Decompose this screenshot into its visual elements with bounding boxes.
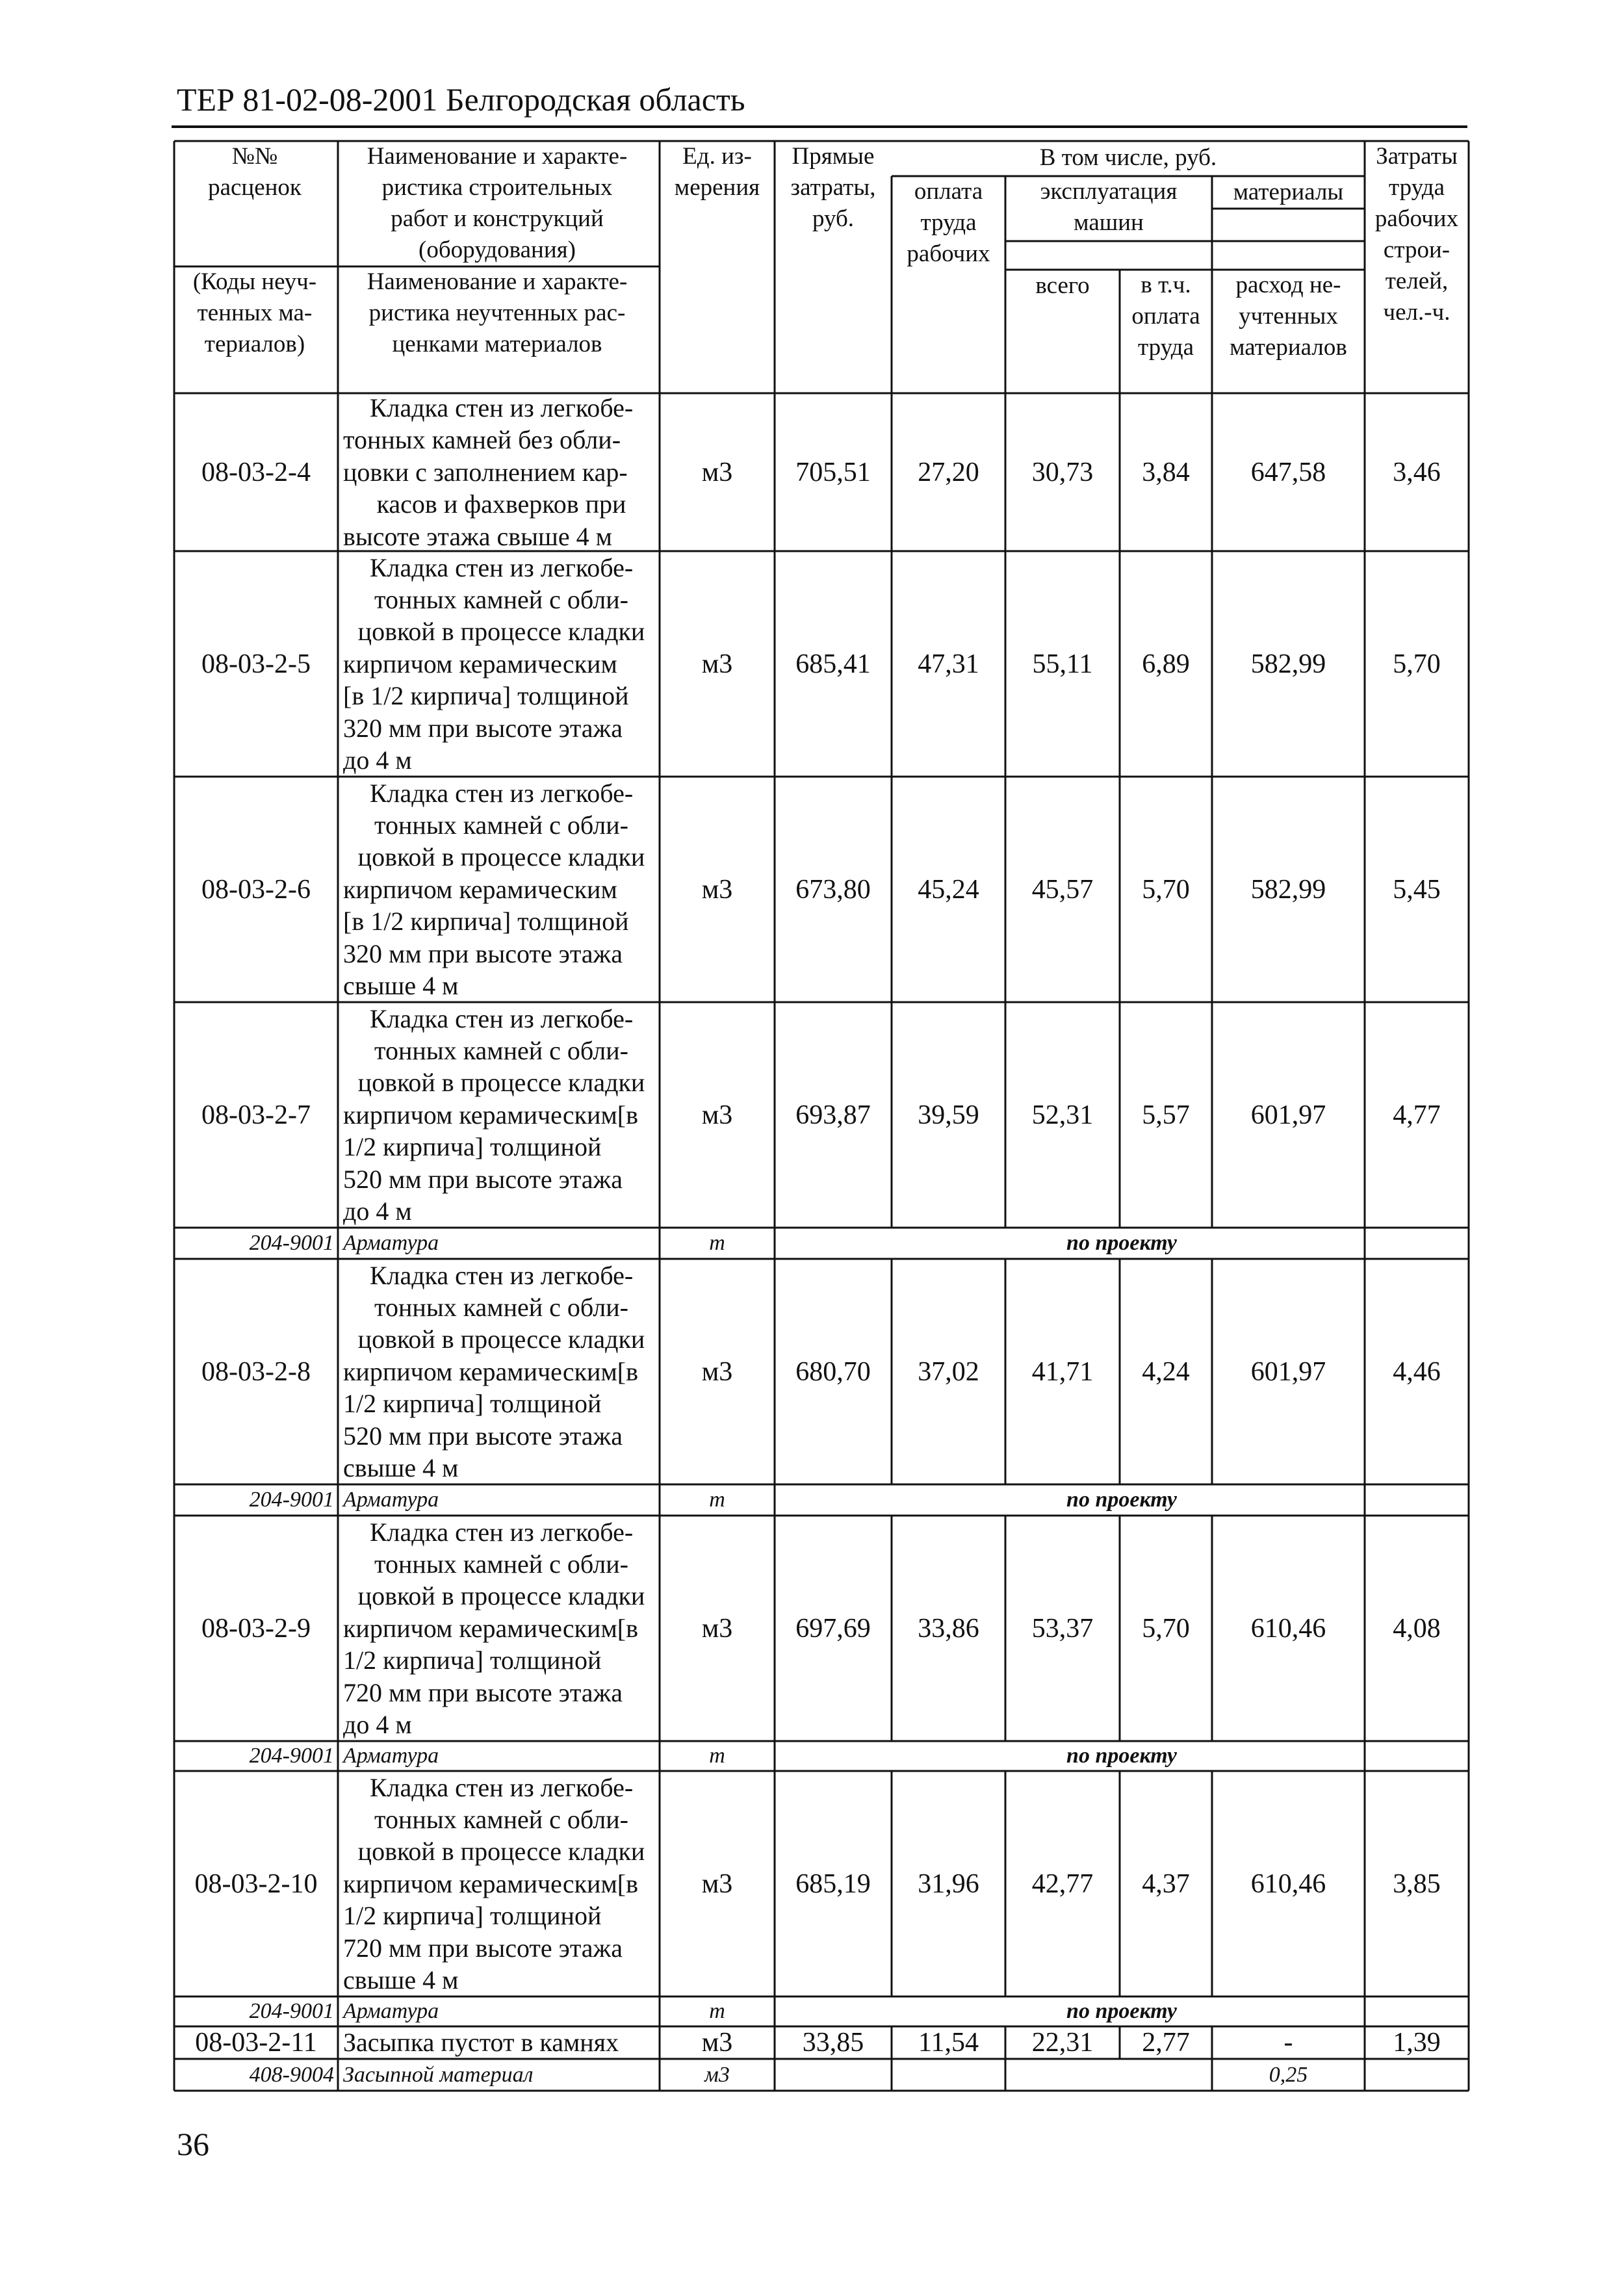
row-direct: 673,80	[795, 874, 871, 905]
material-code: 204-9001	[249, 1231, 334, 1255]
row-unit: м3	[701, 1100, 733, 1130]
row-machines-wage: 4,37	[1142, 1868, 1190, 1899]
row-wages: 37,02	[918, 1356, 979, 1387]
row-machines: 52,31	[1031, 1100, 1094, 1130]
material-code: 204-9001	[249, 1744, 334, 1768]
row-code: 08-03-2-10	[194, 1868, 318, 1899]
material-unit: т	[709, 1999, 725, 2023]
row-name: Кладка стен из легкобе- тонных камней с обли- цовкой в процессе кладки кирпичом керамическим [в 1/2 кирпича] толщиной 320 мм при высоте этажа свыше 4 м	[343, 778, 645, 1001]
row-materials: 582,99	[1250, 649, 1326, 679]
row-labor: 4,46	[1393, 1356, 1441, 1387]
material-name: Засыпной материал	[343, 2062, 534, 2087]
material-note: по проекту	[1066, 1488, 1177, 1512]
material-name: Арматура	[343, 1488, 439, 1512]
header-including: В том числе, руб.	[1039, 144, 1217, 171]
row-machines-wage: 5,57	[1142, 1100, 1190, 1130]
row-unit: м3	[701, 457, 733, 487]
material-qty: 0,25	[1269, 2062, 1308, 2087]
material-note: по проекту	[1066, 1999, 1177, 2023]
row-machines: 55,11	[1032, 649, 1093, 679]
row-direct: 705,51	[795, 457, 871, 487]
row-materials: 601,97	[1250, 1100, 1326, 1130]
material-unit: т	[709, 1488, 725, 1512]
row-labor: 1,39	[1393, 2028, 1441, 2058]
row-labor: 3,85	[1393, 1868, 1441, 1899]
row-materials: 647,58	[1250, 457, 1326, 487]
row-machines-wage: 6,89	[1142, 649, 1190, 679]
row-name: Кладка стен из легкобе- тонных камней с обли- цовкой в процессе кладки кирпичом керамическим [в 1/2 кирпича] толщиной 320 мм при высоте этажа до 4 м	[343, 552, 645, 775]
row-labor: 4,08	[1393, 1613, 1441, 1644]
row-machines: 45,57	[1031, 874, 1094, 905]
row-name: Кладка стен из легкобе- тонных камней с обли- цовкой в процессе кладки кирпичом керамическим[в 1/2 кирпича] толщиной 520 мм при высоте этажа свыше 4 м	[343, 1260, 645, 1483]
row-direct: 680,70	[795, 1356, 871, 1387]
document-header: ТЕР 81-02-08-2001 Белгородская область	[177, 81, 745, 118]
header-name: Наименование и характе- ристика строительных работ и конструкций (оборудования)	[367, 143, 628, 263]
header-machines-wage: в т.ч. оплата труда	[1131, 272, 1200, 361]
header-machines: эксплуатация машин	[1040, 178, 1178, 236]
row-wages: 11,54	[918, 2028, 979, 2058]
header-code: №№ расценок	[208, 143, 302, 201]
row-machines-wage: 4,24	[1142, 1356, 1190, 1387]
row-direct: 33,85	[802, 2028, 864, 2058]
row-labor: 5,45	[1393, 874, 1441, 905]
row-materials: 601,97	[1250, 1356, 1326, 1387]
row-unit: м3	[701, 1613, 733, 1644]
row-code: 08-03-2-6	[201, 874, 311, 905]
header-materials-alt: расход не- учтенных материалов	[1230, 272, 1347, 361]
row-machines: 22,31	[1031, 2028, 1094, 2058]
material-unit: м3	[704, 2062, 730, 2087]
header-labor: Затраты труда рабочих строи- телей, чел.-ч.	[1374, 143, 1459, 326]
row-name: Кладка стен из легкобе- тонных камней без обли- цовки с заполнением кар- касов и фахверков при высоте этажа свыше 4 м	[343, 393, 634, 551]
header-direct: Прямые затраты, руб.	[790, 143, 876, 232]
material-code: 408-9004	[249, 2062, 334, 2087]
material-name: Арматура	[343, 1999, 439, 2023]
header-machines-total: всего	[1035, 272, 1090, 299]
row-labor: 3,46	[1393, 457, 1441, 487]
page-number: 36	[177, 2126, 209, 2162]
row-machines: 53,37	[1031, 1613, 1094, 1644]
row-code: 08-03-2-9	[201, 1613, 311, 1644]
row-wages: 31,96	[918, 1868, 979, 1899]
header-name-alt: Наименование и характе- ристика неучтенных рас- ценками материалов	[367, 268, 628, 357]
row-materials: 610,46	[1250, 1613, 1326, 1644]
row-direct: 685,19	[795, 1868, 871, 1899]
row-code: 08-03-2-5	[201, 649, 311, 679]
material-note: по проекту	[1066, 1744, 1177, 1768]
row-labor: 4,77	[1393, 1100, 1441, 1130]
header-code-alt: (Коды неуч- тенных ма- териалов)	[192, 268, 317, 357]
row-unit: м3	[701, 1868, 733, 1899]
row-unit: м3	[701, 1356, 733, 1387]
row-code: 08-03-2-4	[201, 457, 311, 487]
material-unit: т	[709, 1744, 725, 1768]
row-wages: 45,24	[918, 874, 979, 905]
row-name: Кладка стен из легкобе- тонных камней с обли- цовкой в процессе кладки кирпичом керамическим[в 1/2 кирпича] толщиной 720 мм при высоте этажа свыше 4 м	[343, 1772, 645, 1995]
row-code: 08-03-2-8	[201, 1356, 311, 1387]
row-machines-wage: 3,84	[1142, 457, 1190, 487]
header-unit: Ед. из- мерения	[674, 143, 760, 201]
material-code: 204-9001	[249, 1488, 334, 1512]
row-direct: 685,41	[795, 649, 871, 679]
row-unit: м3	[701, 649, 733, 679]
row-direct: 693,87	[795, 1100, 871, 1130]
row-name: Кладка стен из легкобе- тонных камней с обли- цовкой в процессе кладки кирпичом керамическим[в 1/2 кирпича] толщиной 520 мм при высоте этажа до 4 м	[343, 1003, 645, 1226]
row-wages: 33,86	[918, 1613, 979, 1644]
material-note: по проекту	[1066, 1231, 1177, 1255]
row-labor: 5,70	[1393, 649, 1441, 679]
row-machines-wage: 5,70	[1142, 874, 1190, 905]
material-unit: т	[709, 1231, 725, 1255]
header-wages: оплата труда рабочих	[907, 178, 990, 267]
row-code: 08-03-2-7	[201, 1100, 311, 1130]
material-code: 204-9001	[249, 1999, 334, 2023]
row-machines: 30,73	[1031, 457, 1094, 487]
material-name: Арматура	[343, 1744, 439, 1768]
row-materials: -	[1283, 2028, 1293, 2058]
row-materials: 582,99	[1250, 874, 1326, 905]
row-unit: м3	[701, 2028, 733, 2058]
row-machines: 41,71	[1031, 1356, 1094, 1387]
row-wages: 27,20	[918, 457, 979, 487]
header-materials: материалы	[1233, 179, 1344, 205]
material-name: Арматура	[343, 1231, 439, 1255]
row-wages: 39,59	[918, 1100, 979, 1130]
row-code: 08-03-2-11	[195, 2028, 317, 2058]
row-machines-wage: 5,70	[1142, 1613, 1190, 1644]
row-name: Кладка стен из легкобе- тонных камней с обли- цовкой в процессе кладки кирпичом керамическим[в 1/2 кирпича] толщиной 720 мм при высоте этажа до 4 м	[343, 1517, 645, 1740]
row-unit: м3	[701, 874, 733, 905]
row-materials: 610,46	[1250, 1868, 1326, 1899]
row-machines: 42,77	[1031, 1868, 1094, 1899]
row-direct: 697,69	[795, 1613, 871, 1644]
row-machines-wage: 2,77	[1142, 2028, 1190, 2058]
row-name: Засыпка пустот в камнях	[343, 2028, 619, 2058]
row-wages: 47,31	[918, 649, 979, 679]
